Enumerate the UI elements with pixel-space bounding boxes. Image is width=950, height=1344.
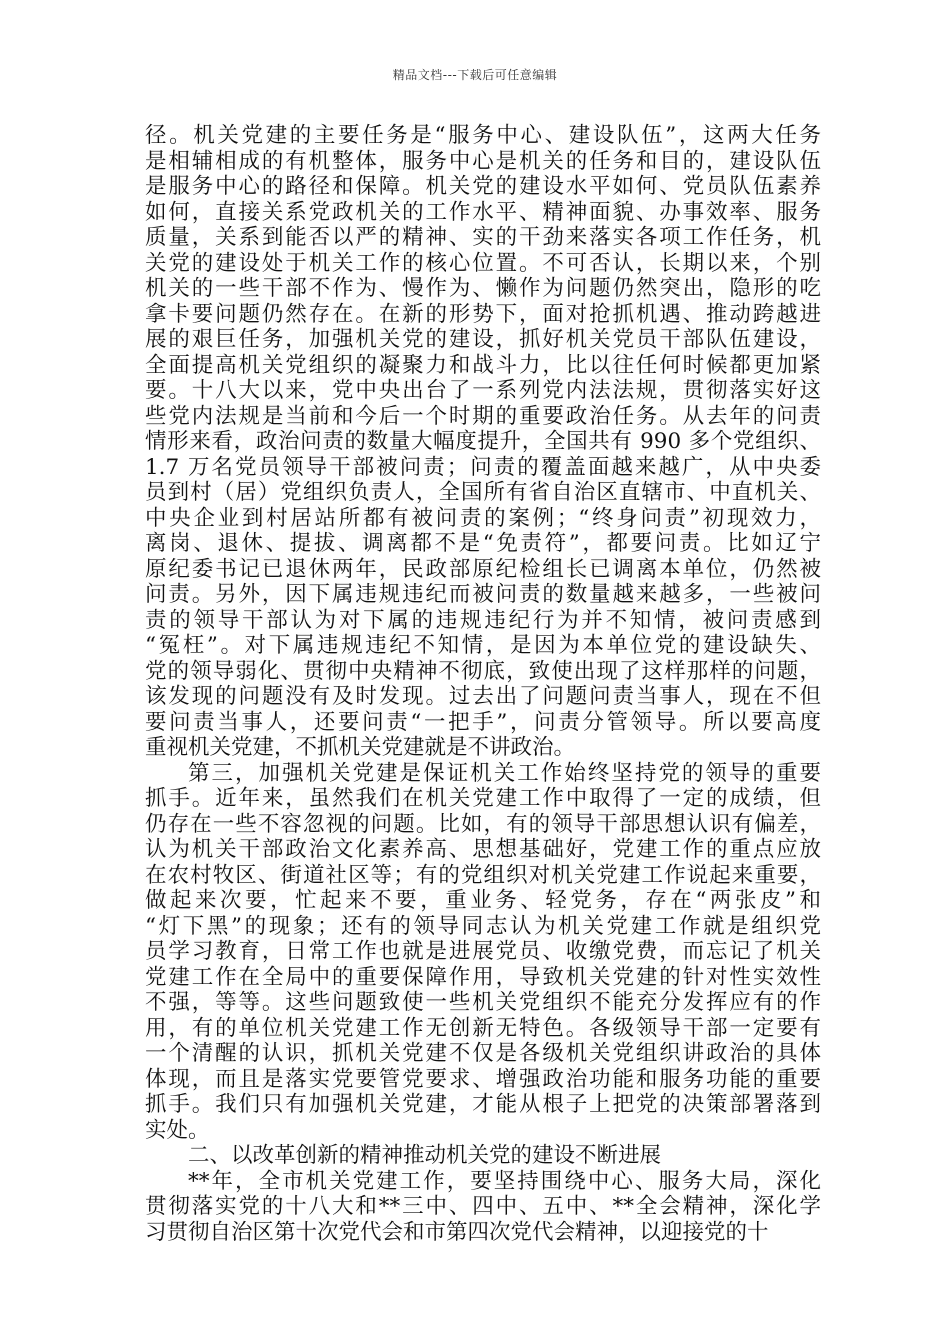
text-line: 抓手。我们只有加强机关党建，才能从根子上把党的决策部署落到 xyxy=(145,1092,821,1117)
text-line: 仍存在一些不容忽视的问题。比如，有的领导干部思想认识有偏差， xyxy=(145,811,821,837)
text-line: “灯下黑”的现象；还有的领导同志认为机关党建工作就是组织党 xyxy=(145,913,821,939)
text-line: 质量，关系到能否以严的精神、实的干劲来落实各项工作任务，机 xyxy=(145,225,821,250)
text-line: 做起来次要，忙起来不要，重业务、轻党务，存在“两张皮”和 xyxy=(145,888,821,913)
text-line: 党建工作在全局中的重要保障作用，导致机关党建的针对性实效性 xyxy=(145,964,821,990)
text-line: 员到村（居）党组织负责人，全国所有省自治区直辖市、中直机关、 xyxy=(145,480,821,505)
text-line: 关党的建设处于机关工作的核心位置。不可否认，长期以来，个别 xyxy=(145,250,821,276)
text-line: 全面提高机关党组织的凝聚力和战斗力，比以往任何时候都更加紧 xyxy=(145,352,821,378)
text-line: 机关的一些干部不作为、慢作为、懒作为问题仍然突出，隐形的吃 xyxy=(145,276,821,301)
text-line: 习贯彻自治区第十次党代会和市第四次党代会精神，以迎接党的十 xyxy=(145,1219,769,1245)
text-line: 如何，直接关系党政机关的工作水平、精神面貌、办事效率、服务 xyxy=(145,199,821,225)
text-line: 径。机关党建的主要任务是“服务中心、建设队伍”，这两大任务 xyxy=(145,123,821,148)
text-line: 用，有的单位机关党建工作无创新无特色。各级领导干部一定要有 xyxy=(145,1015,821,1041)
text-line: 中央企业到村居站所都有被问责的案例；“终身问责”初现效力， xyxy=(145,505,821,531)
paragraph xyxy=(145,1169,821,1246)
text-line: 是服务中心的路径和保障。机关党的建设水平如何、党员队伍素养 xyxy=(145,174,821,199)
text-line: **年，全市机关党建工作，要坚持围绕中心、服务大局，深化 xyxy=(188,1168,821,1194)
text-line: 体现，而且是落实党要管党要求、增强政治功能和服务功能的重要 xyxy=(145,1066,821,1092)
text-line: 实处。 xyxy=(145,1117,210,1143)
text-line: 在农村牧区、街道社区等；有的党组织对机关党建工作说起来重要， xyxy=(145,862,821,888)
text-line: 是相辅相成的有机整体，服务中心是机关的任务和目的，建设队伍 xyxy=(145,148,821,174)
text-line: 原纪委书记已退休两年，民政部原纪检组长已调离本单位，仍然被 xyxy=(145,556,821,582)
text-line: 该发现的问题没有及时发现。过去出了问题问责当事人，现在不但 xyxy=(145,684,821,709)
text-line: 认为机关干部政治文化素养高、思想基础好，党建工作的重点应放 xyxy=(145,837,821,862)
text-line: 要。十八大以来，党中央出台了一系列党内法法规，贯彻落实好这 xyxy=(145,378,821,403)
text-line: “冤枉”。对下属违规违纪不知情，是因为本单位党的建设缺失、 xyxy=(145,633,821,658)
paragraph xyxy=(145,123,821,761)
text-line: 展的艰巨任务，加强机关党的建设，抓好机关党员干部队伍建设， xyxy=(145,327,821,352)
text-line: 拿卡要问题仍然存在。在新的形势下，面对抢抓机遇、推动跨越进 xyxy=(145,301,821,327)
text-line: 要问责当事人，还要问责“一把手”，问责分管领导。所以要高度 xyxy=(145,709,821,735)
paragraph xyxy=(145,1143,821,1169)
text-line: 离岗、退休、提拔、调离都不是“免责符”，都要问责。比如辽宁 xyxy=(145,531,821,556)
page-header: 精品文档---下载后可任意编辑 xyxy=(392,68,558,82)
text-line: 些党内法规是当前和今后一个时期的重要政治任务。从去年的问责 xyxy=(145,403,821,429)
text-line: 二、以改革创新的精神推动机关党的建设不断进展 xyxy=(188,1143,662,1168)
text-line: 一个清醒的认识，抓机关党建不仅是各级机关党组织讲政治的具体 xyxy=(145,1041,821,1066)
paragraph xyxy=(145,761,821,1144)
text-line: 1.7 万名党员领导干部被问责；问责的覆盖面越来越广，从中央委 xyxy=(145,454,821,480)
text-line: 重视机关党建，不抓机关党建就是不讲政治。 xyxy=(145,735,576,760)
text-line: 责的领导干部认为对下属的违规违纪行为并不知情，被问责感到 xyxy=(145,607,821,633)
text-line: 第三，加强机关党建是保证机关工作始终坚持党的领导的重要 xyxy=(188,760,821,786)
document-body xyxy=(145,123,821,1245)
text-line: 不强，等等。这些问题致使一些机关党组织不能充分发挥应有的作 xyxy=(145,990,821,1015)
text-line: 贯彻落实党的十八大和**三中、四中、五中、**全会精神，深化学 xyxy=(145,1194,821,1219)
text-line: 员学习教育，日常工作也就是进展党员、收缴党费，而忘记了机关 xyxy=(145,939,821,964)
text-line: 抓手。近年来，虽然我们在机关党建工作中取得了一定的成绩，但 xyxy=(145,786,821,811)
text-line: 党的领导弱化、贯彻中央精神不彻底，致使出现了这样那样的问题， xyxy=(145,658,821,684)
text-line: 问责。另外，因下属违规违纪而被问责的数量越来越多，一些被问 xyxy=(145,582,821,607)
text-line: 情形来看，政治问责的数量大幅度提升，全国共有 990 多个党组织、 xyxy=(145,429,821,454)
